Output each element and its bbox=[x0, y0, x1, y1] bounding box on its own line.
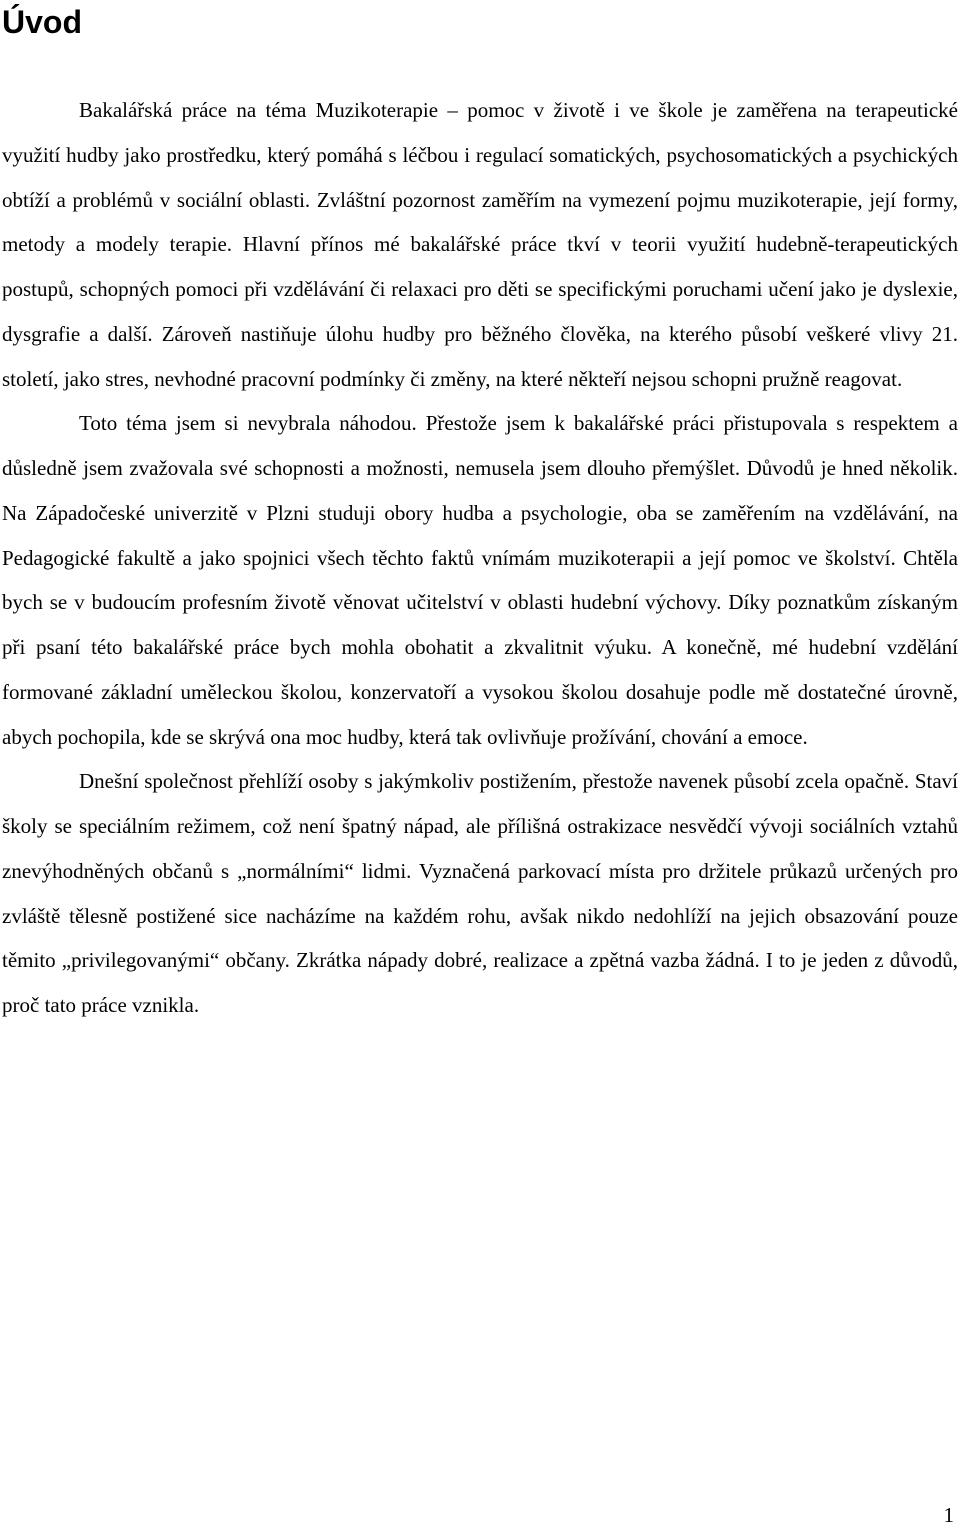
page-number: 1 bbox=[943, 1503, 954, 1527]
body-text bbox=[2, 88, 958, 1028]
page-title: Úvod bbox=[2, 4, 82, 40]
paragraph-society: Dnešní společnost přehlíží osoby s jakýmkoliv postižením, přestože navenek působí zcela opačně. Staví školy se speciálním režimem, což není špatný nápad, ale přílišná ostrakizace nesvědčí vývoji sociálních vztahů znevýhodněných občanů s „normálními“ lidmi. Vyznačená parkovací místa pro držitele průkazů určených pro zvláště tělesně postižené sice nacházíme na každém rohu, avšak nikdo nedohlíží na jejich obsazování pouze těmito „privilegovanými“ občany. Zkrátka nápady dobré, realizace a zpětná vazba žádná. I to je jeden z důvodů, proč tato práce vznikla. bbox=[2, 769, 958, 1017]
paragraph-motivation: Toto téma jsem si nevybrala náhodou. Přestože jsem k bakalářské práci přistupovala s respektem a důsledně jsem zvažovala své schopnosti a možnosti, nemusela jsem dlouho přemýšlet. Důvodů je hned několik. Na Západočeské univerzitě v Plzni studuji obory hudba a psychologie, oba se zaměřením na vzdělávání, na Pedagogické fakultě a jako spojnici všech těchto faktů vnímám muzikoterapii a její pomoc ve školství. Chtěla bych se v budoucím profesním životě věnovat učitelství v oblasti hudební výchovy. Díky poznatkům získaným při psaní této bakalářské práce bych mohla obohatit a zkvalitnit výuku. A konečně, mé hudební vzdělání formované základní uměleckou školou, konzervatoří a vysokou školou dosahuje podle mě dostatečné úrovně, abych pochopila, kde se skrývá ona moc hudby, která tak ovlivňuje prožívání, chování a emoce. bbox=[2, 411, 958, 749]
paragraph-intro: Bakalářská práce na téma Muzikoterapie – pomoc v životě i ve škole je zaměřena na terapeutické využití hudby jako prostředku, který pomáhá s léčbou i regulací somatických, psychosomatických a psychických obtíží a problémů v sociální oblasti. Zvláštní pozornost zaměřím na vymezení pojmu muzikoterapie, její formy, metody a modely terapie. Hlavní přínos mé bakalářské práce tkví v teorii využití hudebně-terapeutických postupů, schopných pomoci při vzdělávání či relaxaci pro děti se specifickými poruchami učení jako je dyslexie, dysgrafie a další. Zároveň nastiňuje úlohu hudby pro běžného člověka, na kterého působí veškeré vlivy 21. století, jako stres, nevhodné pracovní podmínky či změny, na které někteří nejsou schopni pružně reagovat. bbox=[2, 98, 958, 391]
